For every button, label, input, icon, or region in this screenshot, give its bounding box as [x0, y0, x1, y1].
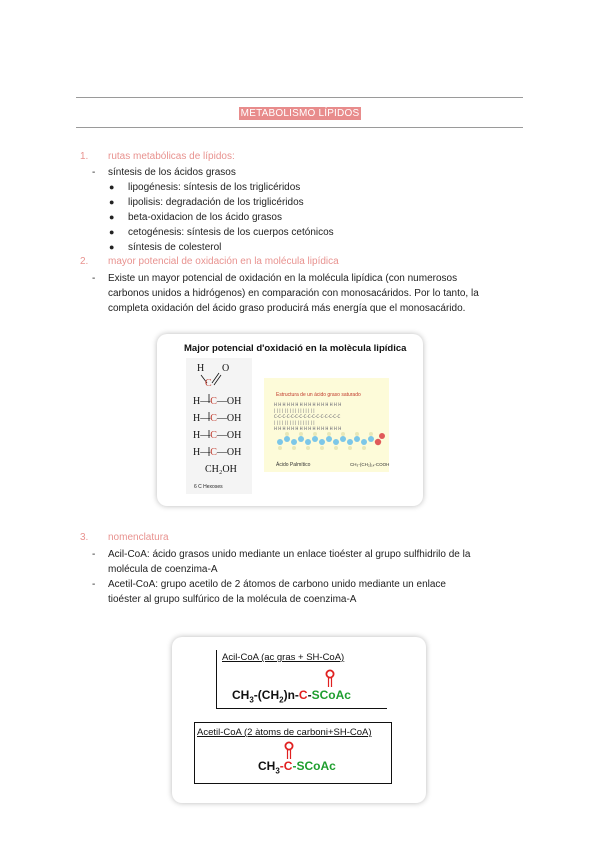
bullet-item: ● cetogénesis: síntesis de los cuerpos cetónicos: [109, 227, 334, 238]
bullet-item: ● síntesis de colesterol: [109, 242, 222, 253]
carbonyl-oxygen-icon: [283, 741, 295, 761]
chem-row: H—C—OH: [193, 413, 242, 424]
chem-ch2oh: CH₂OH: [205, 464, 237, 475]
section-1-item: - síntesis de los ácidos grasos: [92, 167, 236, 178]
section-3-heading: 3. nomenclatura: [80, 532, 169, 543]
bullet-item: ● lipolisis: degradación de los triglicéridos: [109, 197, 304, 208]
hexose-caption: 6 C Hexoses: [194, 484, 223, 490]
bottom-rule: [76, 127, 523, 128]
title-wrap: [0, 103, 600, 121]
top-rule: [76, 97, 523, 98]
chem-o: O: [222, 363, 230, 374]
svg-text:H H H H H H H H H H H H H H H: H H H H H H H H H H H H H H H H: [274, 426, 342, 431]
acil-coa-label: Acil-CoA (ac gras + SH-CoA): [222, 652, 345, 663]
fatty-acid-name: Ácido Palmítico: [276, 462, 311, 468]
acetil-coa-definition: - Acetil-CoA: grupo acetilo de 2 átomos de carbono unido mediante un enlace tioéster al grupo sulfúrico de la molécula de coenzima-A: [92, 579, 446, 605]
chem-h: H: [197, 363, 205, 374]
section-2-paragraph: - Existe un mayor potencial de oxidación en la molécula lipídica (con numerosos carbonos unidos a hidrógenos) en comparación con monosacáridos. Por lo tanto, la completa oxidación del ácido graso producirá más energía que el monosacárido.: [92, 273, 479, 314]
fatty-acid-title: Estructura de un ácido graso saturado: [276, 392, 361, 398]
section-2-heading: 2. mayor potencial de oxidación en la molécula lipídica: [80, 256, 339, 267]
fatty-acid-formula: CH₃-(CH₂)₁₄-COOH: [350, 462, 390, 467]
acetil-coa-formula: $CH_3-C$-SCoAc: [258, 759, 336, 776]
acil-coa-definition: - Acil-CoA: ácido grasos unido mediante un enlace tioéster al grupo sulfhidrilo de la molécula de coenzima-A: [92, 549, 471, 575]
acil-coa-formula: $CH_3-(CH_2)n-C$-SCoAc: [232, 688, 351, 705]
bullet-item: ● beta-oxidacion de los ácido grasos: [109, 212, 282, 223]
svg-text:C-C-C-C-C-C-C-C-C-C-C-C-C-C-C-: C-C-C-C-C-C-C-C-C-C-C-C-C-C-C-C: [274, 414, 341, 419]
section-1-heading: 1. rutas metabólicas de lípidos:: [80, 151, 235, 162]
carbonyl-oxygen-icon: [324, 669, 336, 689]
chem-row: H—C—OH: [193, 447, 242, 458]
svg-text:| | | | | | | | | | | | | | |: | | | | | | | | | | | | | | | |: [274, 420, 315, 425]
chem-row: H—C—OH: [193, 430, 242, 441]
page-title: METABOLISMO LÍPIDOS: [240, 108, 360, 119]
svg-text:| | | | | | | | | | | | | | |: | | | | | | | | | | | | | | | |: [274, 408, 315, 413]
figure-title: Major potencial d'oxidació en la molècula lipídica: [184, 343, 407, 354]
palmitic-acid-model: [272, 400, 387, 458]
chem-row: H—C—OH: [193, 396, 242, 407]
bullet-item: ● lipogénesis: síntesis de los triglicéridos: [109, 182, 301, 193]
svg-text:H H H H H H H H H H H H H H H: H H H H H H H H H H H H H H H H: [274, 402, 342, 407]
acetil-coa-label: Acetil-CoA (2 àtoms de carboni+SH-CoA): [197, 727, 372, 738]
chem-c: C: [205, 378, 212, 389]
